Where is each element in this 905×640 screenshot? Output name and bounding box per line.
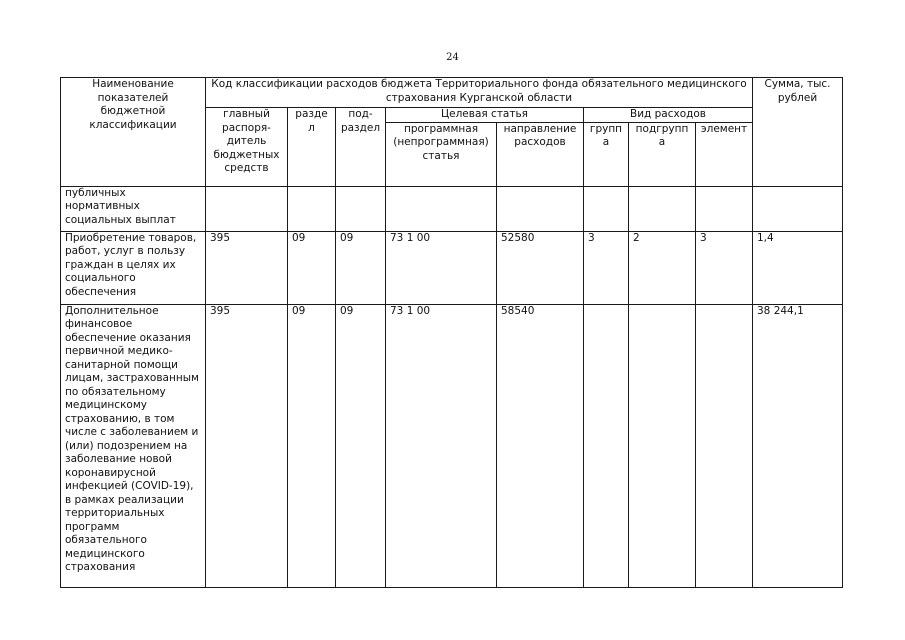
header-expense-direction: направление расходов	[497, 122, 584, 186]
row-direction	[497, 186, 584, 231]
header-section: раздел	[288, 108, 336, 187]
header-subgroup: подгруппа	[629, 122, 696, 186]
row-chief: 395	[206, 231, 288, 304]
row-direction: 52580	[497, 231, 584, 304]
header-sum: Сумма, тыс. рублей	[753, 78, 843, 187]
row-section: 09	[288, 231, 336, 304]
row-name: Дополнительное финансовое обеспечение оказания первичной медико-санитарной помощи лицам, застрахованным по обязательному медицинскому страхованию, в том числе с заболеванием и (или) подозрением на заболевание новой коронавирусной инфекцией (COVID-19), в рамках реализации территориальных программ обязательного медицинского страхования	[61, 304, 206, 587]
header-group: группа	[584, 122, 629, 186]
row-element	[696, 186, 753, 231]
header-program-item: программная (непрограммная) статья	[386, 122, 497, 186]
row-program: 73 1 00	[386, 304, 497, 587]
header-row-top	[61, 78, 843, 108]
row-sum: 38 244,1	[753, 304, 843, 587]
row-name: публичных нормативных социальных выплат	[61, 186, 206, 231]
row-element	[696, 304, 753, 587]
row-subsection	[336, 186, 386, 231]
table-row	[61, 304, 843, 587]
header-code-group: Код классификации расходов бюджета Территориального фонда обязательного медицинского страхования Курганской области	[206, 78, 753, 108]
row-name: Приобретение товаров, работ, услуг в пользу граждан в целях их социального обеспечения	[61, 231, 206, 304]
header-subsection: под-раздел	[336, 108, 386, 187]
row-group: 3	[584, 231, 629, 304]
header-element: элемент	[696, 122, 753, 186]
table-row	[61, 231, 843, 304]
row-sum: 1,4	[753, 231, 843, 304]
row-section: 09	[288, 304, 336, 587]
row-group	[584, 186, 629, 231]
row-chief	[206, 186, 288, 231]
budget-classification-table	[60, 77, 843, 588]
row-element: 3	[696, 231, 753, 304]
table-row	[61, 186, 843, 231]
row-sum	[753, 186, 843, 231]
row-subsection: 09	[336, 304, 386, 587]
row-section	[288, 186, 336, 231]
row-program: 73 1 00	[386, 231, 497, 304]
header-expense-kind: Вид расходов	[584, 108, 753, 123]
row-group	[584, 304, 629, 587]
row-subgroup	[629, 186, 696, 231]
row-direction: 58540	[497, 304, 584, 587]
header-name: Наименование показателей бюджетной классификации	[61, 78, 206, 187]
row-subsection: 09	[336, 231, 386, 304]
row-subgroup	[629, 304, 696, 587]
row-program	[386, 186, 497, 231]
row-chief: 395	[206, 304, 288, 587]
row-subgroup: 2	[629, 231, 696, 304]
header-chief-manager: главный распоря-дитель бюджетных средств	[206, 108, 288, 187]
header-target-item: Целевая статья	[386, 108, 584, 123]
page-number: 24	[446, 52, 459, 63]
